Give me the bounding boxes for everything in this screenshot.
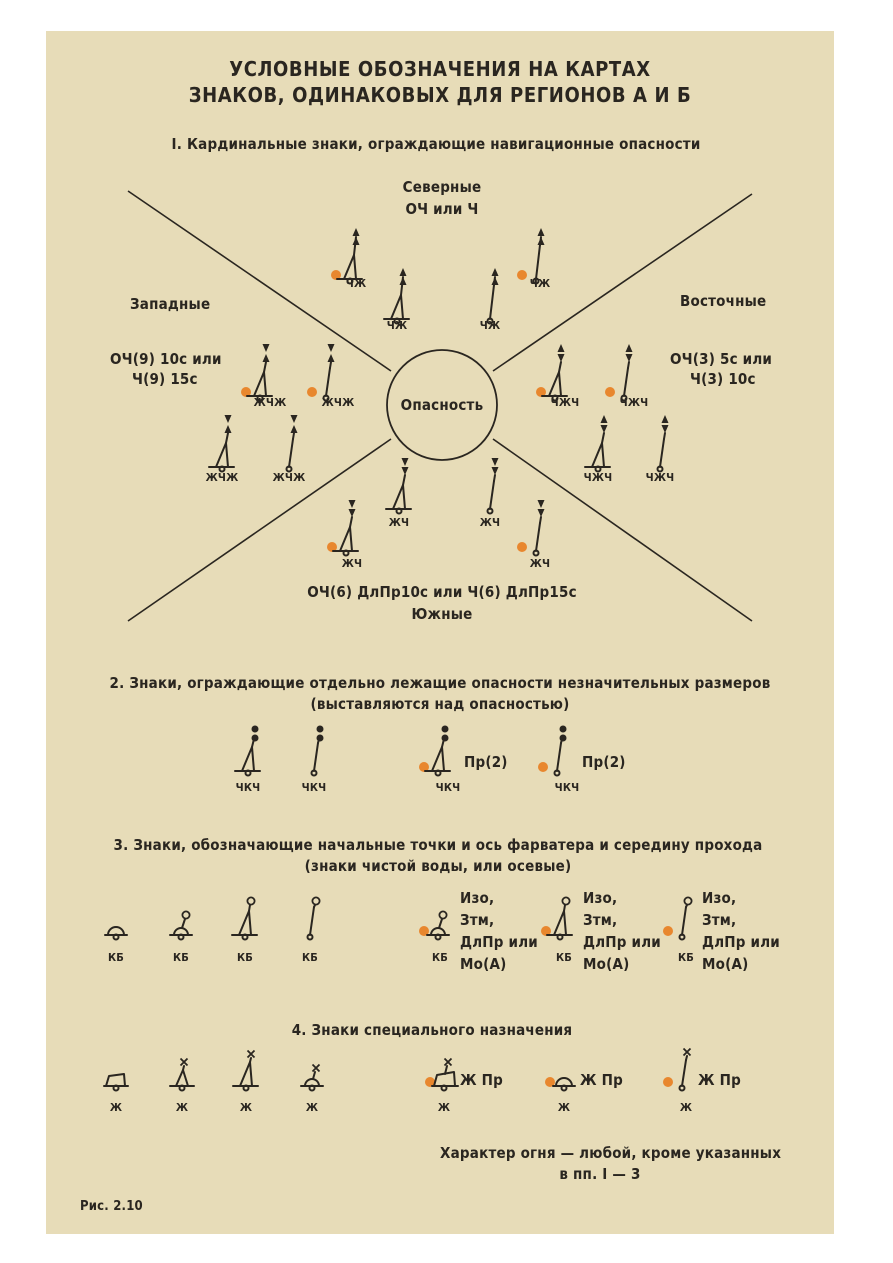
special-code-3: Ж: [239, 1101, 253, 1114]
safe-water-lighted-spar: [663, 897, 692, 939]
chart-legend-sheet: [46, 31, 834, 1234]
west-light-char-1: ОЧ(9) 10с или: [110, 350, 222, 368]
west-code-3: ЖЧЖ: [205, 471, 239, 484]
west-code-1: ЖЧЖ: [253, 396, 287, 409]
safe-water-light-c-3: ДлПр или: [702, 933, 780, 951]
west-lighted-buoy: [241, 344, 272, 401]
south-code-3: ЖЧ: [341, 557, 363, 570]
section3-heading: 3. Знаки, обозначающие начальные точки и ось фарватера и середину прохода: [113, 836, 763, 854]
safe-water-lighted-buoy-ball: [419, 911, 449, 939]
south-lighted-buoy: [327, 500, 358, 556]
west-label: Западные: [130, 295, 211, 313]
note-line-2: в пп. I — 3: [559, 1165, 641, 1183]
special-light-char-2: Ж Пр: [580, 1071, 623, 1089]
special-lighted-spherical: [545, 1077, 575, 1091]
east-code-4: ЧЖЧ: [645, 471, 675, 484]
north-code-4: ЧЖ: [529, 277, 551, 290]
north-code-2: ЧЖ: [386, 319, 408, 332]
safe-water-light-c-1: Изо,: [702, 889, 737, 907]
safe-water-code-2: КБ: [172, 951, 190, 964]
safe-water-light-c-2: Зтм,: [702, 911, 737, 929]
safe-water-light-a-2: Зтм,: [460, 911, 495, 929]
special-light-char-3: Ж Пр: [698, 1071, 741, 1089]
west-light-char-2: Ч(9) 15с: [132, 370, 198, 388]
safe-water-light-a-4: Мо(А): [460, 955, 507, 973]
safe-water-code-3: КБ: [236, 951, 254, 964]
east-lighted-spar: [605, 344, 633, 401]
safe-water-code-6: КБ: [555, 951, 573, 964]
south-code-1: ЖЧ: [388, 516, 410, 529]
special-lighted-spar-x: [663, 1049, 691, 1091]
special-can-buoy: [104, 1074, 128, 1091]
south-code-2: ЖЧ: [479, 516, 501, 529]
special-code-7: Ж: [679, 1101, 693, 1114]
east-label: Восточные: [680, 292, 767, 310]
isolated-danger-lighted-spar: [538, 726, 567, 776]
north-label: Северные: [402, 178, 482, 196]
isolated-code-1: ЧКЧ: [235, 781, 261, 794]
danger-label: Опасность: [400, 396, 484, 414]
title-line-1: УСЛОВНЫЕ ОБОЗНАЧЕНИЯ НА КАРТАХ: [229, 57, 651, 81]
section4-heading: 4. Знаки специального назначения: [291, 1021, 573, 1039]
east-code-2: ЧЖЧ: [619, 396, 649, 409]
south-buoy: [386, 458, 411, 514]
east-lighted-buoy: [536, 344, 567, 401]
special-lighted-can-x: [425, 1059, 458, 1091]
safe-water-code-7: КБ: [677, 951, 695, 964]
west-code-4: ЖЧЖ: [272, 471, 306, 484]
north-lighted-buoy: [331, 228, 362, 284]
south-light-char: ОЧ(6) ДлПр10с или Ч(6) ДлПр15с: [307, 583, 577, 601]
safe-water-code-5: КБ: [431, 951, 449, 964]
north-code-1: ЧЖ: [345, 277, 367, 290]
east-light-char-1: ОЧ(3) 5с или: [670, 350, 773, 368]
title-line-2: ЗНАКОВ, ОДИНАКОВЫХ ДЛЯ РЕГИОНОВ А И Б: [188, 83, 692, 107]
special-code-6: Ж: [557, 1101, 571, 1114]
west-lighted-spar: [307, 344, 335, 401]
north-light-char: ОЧ или Ч: [405, 200, 479, 218]
isolated-danger-lighted-buoy: [419, 726, 450, 776]
safe-water-light-a-3: ДлПр или: [460, 933, 538, 951]
north-lighted-spar: [517, 228, 545, 284]
safe-water-light-b-3: ДлПр или: [583, 933, 661, 951]
isolated-code-3: ЧКЧ: [435, 781, 461, 794]
safe-water-spherical-buoy: [105, 927, 127, 940]
special-code-2: Ж: [175, 1101, 189, 1114]
south-code-4: ЖЧ: [529, 557, 551, 570]
special-code-4: Ж: [305, 1101, 319, 1114]
isolated-code-2: ЧКЧ: [301, 781, 327, 794]
special-buoy-x: [170, 1059, 194, 1091]
safe-water-light-c-4: Мо(А): [702, 955, 749, 973]
safe-water-lighted-pillar: [541, 897, 572, 939]
special-light-char-1: Ж Пр: [460, 1071, 503, 1089]
isolated-light-char-2: Пр(2): [582, 753, 626, 771]
east-buoy: [585, 415, 610, 472]
section2-heading: 2. Знаки, ограждающие отдельно лежащие опасности незначительных размеров: [109, 674, 771, 692]
figure-label: Рис. 2.10: [80, 1199, 143, 1214]
north-code-3: ЧЖ: [479, 319, 501, 332]
safe-water-spar-buoy: [308, 897, 320, 939]
safe-water-code-1: КБ: [107, 951, 125, 964]
safe-water-light-b-1: Изо,: [583, 889, 618, 907]
isolated-danger-spar: [312, 726, 324, 776]
isolated-light-char-1: Пр(2): [464, 753, 508, 771]
east-code-1: ЧЖЧ: [550, 396, 580, 409]
north-buoy: [384, 268, 409, 324]
special-code-1: Ж: [109, 1101, 123, 1114]
safe-water-light-b-4: Мо(А): [583, 955, 630, 973]
special-spherical-x: [301, 1065, 323, 1091]
safe-water-light-b-2: Зтм,: [583, 911, 618, 929]
east-light-char-2: Ч(3) 10с: [690, 370, 756, 388]
special-code-5: Ж: [437, 1101, 451, 1114]
note-line-1: Характер огня — любой, кроме указанных: [440, 1144, 782, 1162]
east-spar-buoy: [658, 415, 669, 472]
section1-heading: I. Кардинальные знаки, ограждающие навигационные опасности: [171, 135, 701, 153]
east-code-3: ЧЖЧ: [583, 471, 613, 484]
safe-water-light-a-1: Изо,: [460, 889, 495, 907]
south-label: Южные: [411, 605, 473, 623]
special-pillar-x: [233, 1051, 258, 1091]
south-lighted-spar: [517, 500, 545, 556]
isolated-code-4: ЧКЧ: [554, 781, 580, 794]
safe-water-code-4: КБ: [301, 951, 319, 964]
west-buoy: [209, 415, 234, 472]
safe-water-pillar-buoy: [232, 897, 257, 939]
south-spar-buoy: [488, 458, 499, 514]
isolated-danger-buoy: [235, 726, 260, 776]
section3-subheading: (знаки чистой воды, или осевые): [304, 857, 572, 875]
west-spar-buoy: [287, 415, 298, 472]
west-code-2: ЖЧЖ: [321, 396, 355, 409]
safe-water-buoy-ball: [170, 911, 192, 939]
section2-subheading: (выставляются над опасностью): [310, 695, 570, 713]
north-spar-buoy: [488, 268, 499, 324]
